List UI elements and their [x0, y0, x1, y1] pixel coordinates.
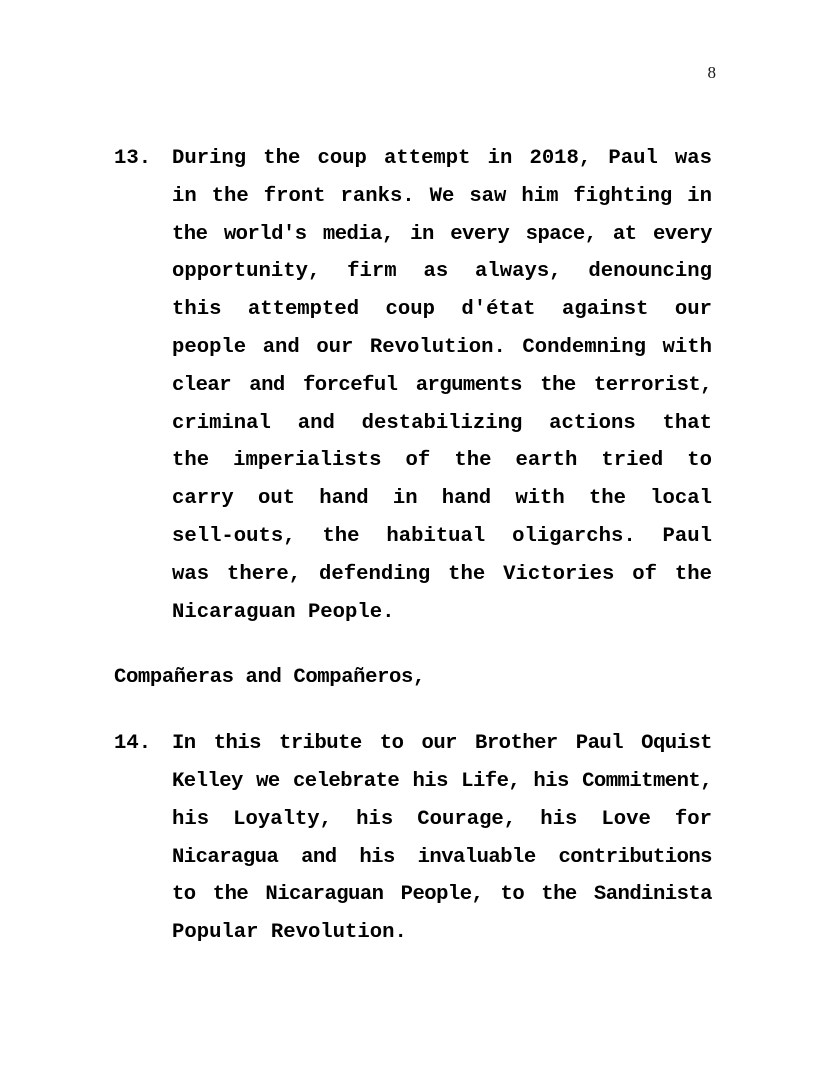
paragraph-spacer: [114, 697, 712, 725]
text-line: people and our Revolution. Condemning with: [172, 335, 712, 359]
salutation-line: Compañeras and Compañeros,: [114, 666, 425, 690]
paragraph-13: [114, 140, 712, 631]
text-line: Kelley we celebrate his Life, his Commitment,: [172, 769, 712, 793]
paragraph-spacer: [114, 631, 712, 659]
text-line: in the front ranks. We saw him fighting in: [172, 184, 712, 208]
text-line: to the Nicaraguan People, to the Sandinista: [172, 883, 712, 907]
paragraph-14-number: 14.: [114, 732, 152, 756]
document-body: [114, 140, 712, 952]
paragraph-13-number: 13.: [114, 147, 152, 170]
text-line: sell-outs, the habitual oligarchs. Paul: [172, 524, 712, 548]
text-line: this attempted coup d'état against our: [172, 298, 712, 322]
text-line: Nicaragua and his invaluable contributions: [172, 845, 712, 869]
paragraph-14-text: [172, 725, 712, 952]
text-line: his Loyalty, his Courage, his Love for: [172, 807, 712, 831]
text-line: clear and forceful arguments the terrorist,: [172, 373, 712, 397]
paragraph-14: [114, 725, 712, 952]
text-line: Nicaraguan People.: [172, 600, 395, 624]
text-line: the imperialists of the earth tried to: [172, 449, 712, 473]
text-line: In this tribute to our Brother Paul Oquist: [172, 732, 712, 756]
text-line: During the coup attempt in 2018, Paul was: [172, 147, 712, 170]
text-line: criminal and destabilizing actions that: [172, 411, 712, 435]
text-line: carry out hand in hand with the local: [172, 487, 712, 511]
paragraph-13-text: [172, 140, 712, 631]
text-line: opportunity, firm as always, denouncing: [172, 260, 712, 284]
text-line: was there, defending the Victories of the: [172, 562, 712, 586]
page-number: 8: [707, 63, 716, 82]
text-line: Popular Revolution.: [172, 921, 407, 945]
text-line: the world's media, in every space, at every: [172, 222, 712, 246]
